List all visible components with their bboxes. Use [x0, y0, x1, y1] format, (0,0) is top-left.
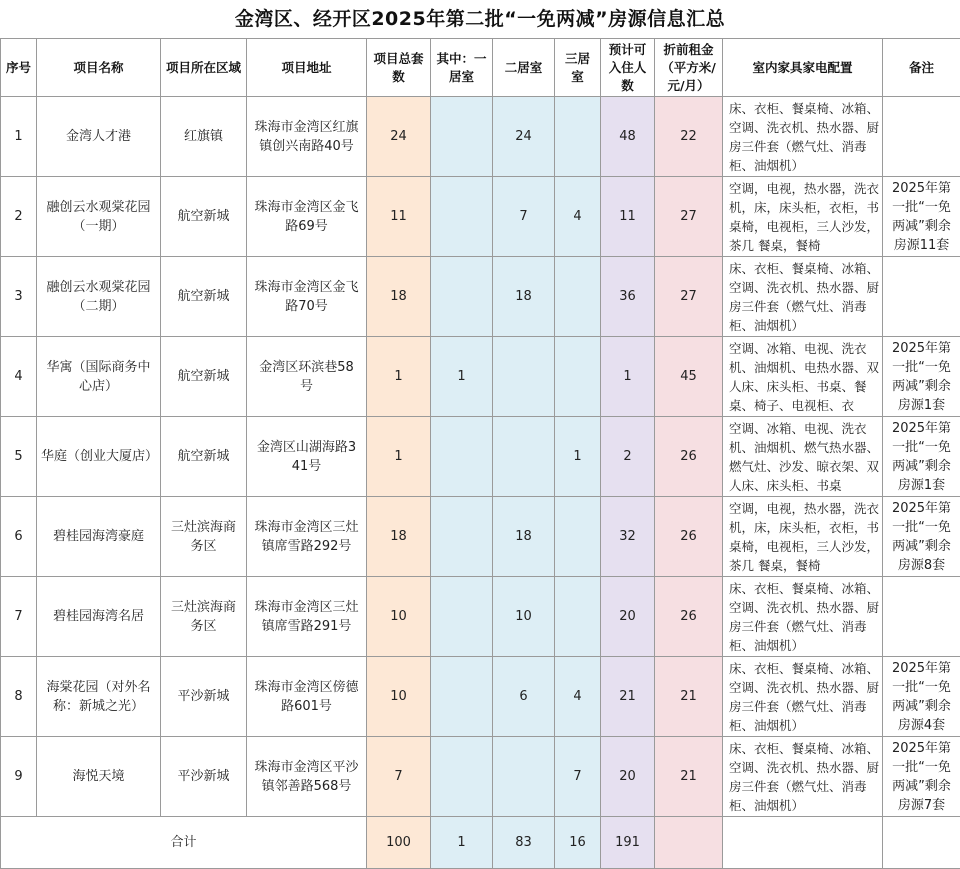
cell-address: 珠海市金湾区傍德路601号 [247, 657, 367, 737]
cell-rent: 26 [655, 577, 723, 657]
cell-appliances [723, 497, 883, 577]
cell-area: 航空新城 [161, 257, 247, 337]
header-total: 项目总套数 [367, 39, 431, 97]
cell-two-bedroom: 18 [493, 257, 555, 337]
cell-total: 18 [367, 497, 431, 577]
cell-one-bedroom [431, 417, 493, 497]
cell-name: 融创云水观棠花园（二期） [37, 257, 161, 337]
cell-two-bedroom [493, 337, 555, 417]
table-row [1, 737, 960, 817]
cell-one-bedroom [431, 257, 493, 337]
cell-name: 碧桂园海湾豪庭 [37, 497, 161, 577]
cell-total: 7 [367, 737, 431, 817]
cell-people: 20 [601, 737, 655, 817]
cell-people: 21 [601, 657, 655, 737]
cell-remark: 2025年第一批“一免两减”剩余房源7套 [883, 737, 960, 817]
cell-three-bedroom: 4 [555, 177, 601, 257]
table-row [1, 337, 960, 417]
cell-remark: 2025年第一批“一免两减”剩余房源11套 [883, 177, 960, 257]
total-rent [655, 817, 723, 869]
cell-remark: 2025年第一批“一免两减”剩余房源8套 [883, 497, 960, 577]
cell-name: 融创云水观棠花园（一期） [37, 177, 161, 257]
cell-name: 金湾人才港 [37, 97, 161, 177]
cell-address: 珠海市金湾区金飞路69号 [247, 177, 367, 257]
cell-people: 48 [601, 97, 655, 177]
table-row [1, 97, 960, 177]
header-remark: 备注 [883, 39, 960, 97]
cell-one-bedroom [431, 497, 493, 577]
cell-address: 珠海市金湾区三灶镇席雪路292号 [247, 497, 367, 577]
cell-two-bedroom: 24 [493, 97, 555, 177]
cell-three-bedroom: 1 [555, 417, 601, 497]
cell-total: 10 [367, 577, 431, 657]
cell-name: 海悦天境 [37, 737, 161, 817]
table-row [1, 417, 960, 497]
cell-address: 珠海市金湾区三灶镇席雪路291号 [247, 577, 367, 657]
cell-name: 海棠花园（对外名称：新城之光） [37, 657, 161, 737]
cell-total: 18 [367, 257, 431, 337]
table-row [1, 577, 960, 657]
cell-area: 航空新城 [161, 177, 247, 257]
cell-area: 平沙新城 [161, 657, 247, 737]
cell-remark [883, 257, 960, 337]
cell-appliances [723, 417, 883, 497]
header-no: 序号 [1, 39, 37, 97]
header-area: 项目所在区域 [161, 39, 247, 97]
cell-rent: 26 [655, 497, 723, 577]
total-people: 191 [601, 817, 655, 869]
cell-one-bedroom [431, 97, 493, 177]
cell-total: 11 [367, 177, 431, 257]
cell-appliances [723, 97, 883, 177]
cell-people: 1 [601, 337, 655, 417]
cell-address: 珠海市金湾区金飞路70号 [247, 257, 367, 337]
appliances-text: 空调，电视，热水器，洗衣机，床，床头柜，衣柜，书桌椅，电视柜，三人沙发，茶几 餐桌，餐椅 [729, 499, 879, 575]
cell-rent: 27 [655, 177, 723, 257]
cell-total: 24 [367, 97, 431, 177]
cell-appliances [723, 257, 883, 337]
cell-three-bedroom [555, 97, 601, 177]
cell-area: 三灶滨海商务区 [161, 497, 247, 577]
cell-address: 金湾区山湖海路341号 [247, 417, 367, 497]
cell-total: 10 [367, 657, 431, 737]
cell-two-bedroom: 18 [493, 497, 555, 577]
cell-one-bedroom [431, 657, 493, 737]
cell-two-bedroom [493, 737, 555, 817]
cell-area: 三灶滨海商务区 [161, 577, 247, 657]
cell-address: 珠海市金湾区红旗镇创兴南路40号 [247, 97, 367, 177]
header-appliances: 室内家具家电配置 [723, 39, 883, 97]
cell-no: 4 [1, 337, 37, 417]
header-row [1, 39, 960, 97]
appliances-text: 床、衣柜、餐桌椅、冰箱、空调、洗衣机、热水器、厨房三件套（燃气灶、消毒柜、油烟机） [729, 659, 879, 735]
header-people: 预计可入住人数 [601, 39, 655, 97]
table-row [1, 257, 960, 337]
cell-two-bedroom: 10 [493, 577, 555, 657]
cell-appliances [723, 337, 883, 417]
cell-appliances [723, 177, 883, 257]
cell-people: 36 [601, 257, 655, 337]
cell-three-bedroom: 7 [555, 737, 601, 817]
table-row [1, 497, 960, 577]
cell-one-bedroom: 1 [431, 337, 493, 417]
cell-two-bedroom: 6 [493, 657, 555, 737]
cell-two-bedroom [493, 417, 555, 497]
total-one-bedroom: 1 [431, 817, 493, 869]
cell-people: 32 [601, 497, 655, 577]
total-three-bedroom: 16 [555, 817, 601, 869]
header-one-bedroom: 其中：一居室 [431, 39, 493, 97]
cell-three-bedroom [555, 577, 601, 657]
cell-rent: 26 [655, 417, 723, 497]
cell-no: 1 [1, 97, 37, 177]
cell-no: 9 [1, 737, 37, 817]
header-rent: 折前租金（平方米/元/月） [655, 39, 723, 97]
cell-no: 5 [1, 417, 37, 497]
cell-remark [883, 97, 960, 177]
housing-table [0, 38, 960, 869]
cell-no: 7 [1, 577, 37, 657]
cell-address: 珠海市金湾区平沙镇邻善路568号 [247, 737, 367, 817]
appliances-text: 空调、冰箱、电视、洗衣机、油烟机、电热水器、双人床、床头柜、书桌、餐桌、椅子、电视柜、衣 [729, 339, 879, 415]
appliances-text: 床、衣柜、餐桌椅、冰箱、空调、洗衣机、热水器、厨房三件套（燃气灶、消毒柜、油烟机） [729, 259, 879, 335]
total-appliances [723, 817, 883, 869]
total-remark [883, 817, 960, 869]
cell-total: 1 [367, 337, 431, 417]
cell-area: 平沙新城 [161, 737, 247, 817]
total-two-bedroom: 83 [493, 817, 555, 869]
total-label: 合计 [1, 817, 367, 869]
cell-area: 航空新城 [161, 337, 247, 417]
appliances-text: 床、衣柜、餐桌椅、冰箱、空调、洗衣机、热水器、厨房三件套（燃气灶、消毒柜、油烟机） [729, 99, 879, 175]
cell-remark: 2025年第一批“一免两减”剩余房源1套 [883, 337, 960, 417]
cell-three-bedroom [555, 257, 601, 337]
cell-no: 3 [1, 257, 37, 337]
cell-one-bedroom [431, 177, 493, 257]
cell-area: 红旗镇 [161, 97, 247, 177]
cell-appliances [723, 577, 883, 657]
cell-two-bedroom: 7 [493, 177, 555, 257]
total-units: 100 [367, 817, 431, 869]
cell-rent: 21 [655, 737, 723, 817]
cell-appliances [723, 657, 883, 737]
cell-one-bedroom [431, 737, 493, 817]
total-row [1, 817, 960, 869]
appliances-text: 床、衣柜、餐桌椅、冰箱、空调、洗衣机、热水器、厨房三件套（燃气灶、消毒柜、油烟机） [729, 579, 879, 655]
cell-no: 6 [1, 497, 37, 577]
cell-no: 2 [1, 177, 37, 257]
header-two-bedroom: 二居室 [493, 39, 555, 97]
cell-remark [883, 577, 960, 657]
cell-name: 碧桂园海湾名居 [37, 577, 161, 657]
cell-no: 8 [1, 657, 37, 737]
table-row [1, 657, 960, 737]
cell-area: 航空新城 [161, 417, 247, 497]
cell-people: 20 [601, 577, 655, 657]
appliances-text: 空调，电视，热水器，洗衣机，床，床头柜，衣柜，书桌椅，电视柜，三人沙发，茶几 餐桌，餐椅 [729, 179, 879, 255]
cell-three-bedroom: 4 [555, 657, 601, 737]
cell-people: 2 [601, 417, 655, 497]
appliances-text: 空调、冰箱、电视、洗衣机、油烟机、燃气热水器、燃气灶、沙发、晾衣架、双人床、床头柜、书桌 [729, 419, 879, 495]
cell-one-bedroom [431, 577, 493, 657]
cell-rent: 21 [655, 657, 723, 737]
cell-three-bedroom [555, 497, 601, 577]
header-three-bedroom: 三居室 [555, 39, 601, 97]
cell-address: 金湾区环滨巷58号 [247, 337, 367, 417]
cell-total: 1 [367, 417, 431, 497]
cell-remark: 2025年第一批“一免两减”剩余房源1套 [883, 417, 960, 497]
cell-name: 华庭（创业大厦店） [37, 417, 161, 497]
cell-appliances [723, 737, 883, 817]
cell-rent: 22 [655, 97, 723, 177]
cell-people: 11 [601, 177, 655, 257]
page-title: 金湾区、经开区2025年第二批“一免两减”房源信息汇总 [0, 0, 960, 38]
cell-rent: 27 [655, 257, 723, 337]
header-address: 项目地址 [247, 39, 367, 97]
cell-rent: 45 [655, 337, 723, 417]
table-row [1, 177, 960, 257]
cell-name: 华寓（国际商务中心店） [37, 337, 161, 417]
appliances-text: 床、衣柜、餐桌椅、冰箱、空调、洗衣机、热水器、厨房三件套（燃气灶、消毒柜、油烟机） [729, 739, 879, 815]
header-name: 项目名称 [37, 39, 161, 97]
cell-three-bedroom [555, 337, 601, 417]
cell-remark: 2025年第一批“一免两减”剩余房源4套 [883, 657, 960, 737]
